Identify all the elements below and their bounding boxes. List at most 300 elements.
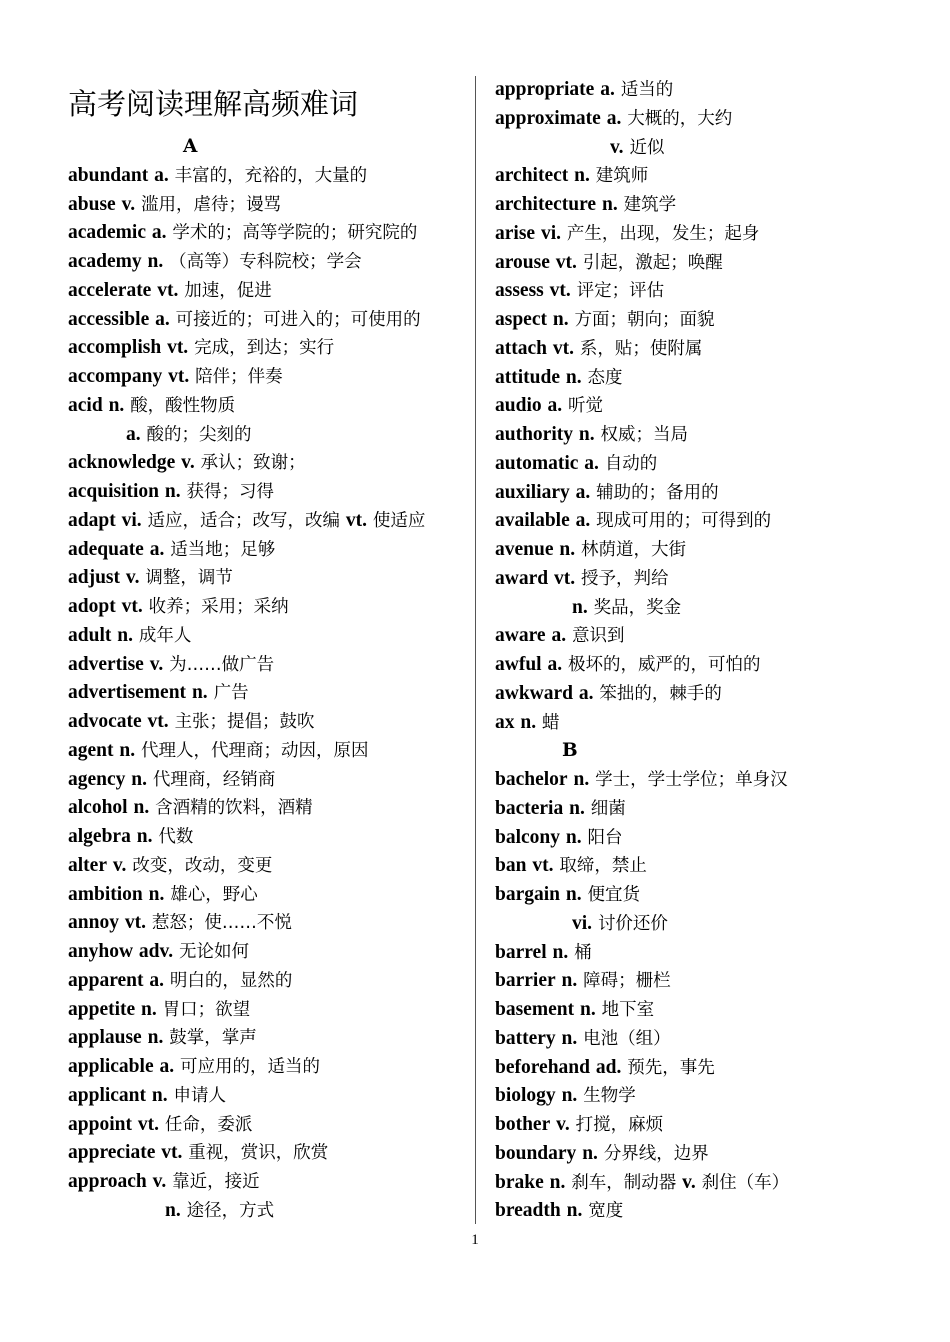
vocab-entry <box>68 191 468 220</box>
part-of-speech: vt. <box>549 280 571 302</box>
vocab-entry <box>68 1053 468 1082</box>
headword: agency <box>68 768 126 790</box>
part-of-speech: v. <box>152 1171 167 1192</box>
vocab-entry <box>68 1111 468 1140</box>
headword: architecture <box>495 194 597 215</box>
definition: 适应，适合；改写，改编 <box>147 510 341 531</box>
vocab-entry <box>495 76 935 105</box>
definition: 宽度 <box>588 1201 624 1222</box>
part-of-speech: n. <box>136 826 153 847</box>
definition: 蜡 <box>542 712 560 733</box>
part-of-speech: n. <box>582 1142 598 1164</box>
headword: appetite <box>68 998 136 1020</box>
definition: 电池（组） <box>583 1028 671 1049</box>
part-of-speech: n. <box>147 251 164 272</box>
vocab-entry <box>495 939 935 968</box>
vocab-entry <box>495 392 935 421</box>
part-of-speech: vt. <box>147 711 169 732</box>
definition: 近似 <box>629 137 665 158</box>
definition: 重视，赏识，欣赏 <box>188 1143 329 1164</box>
part-of-speech: vt. <box>553 567 576 589</box>
part-of-speech: v. <box>682 1171 696 1193</box>
headword: adopt <box>68 596 116 617</box>
part-of-speech: n. <box>561 1027 578 1049</box>
part-of-speech: n. <box>579 999 596 1020</box>
vocab-entry <box>495 766 935 795</box>
part-of-speech: a. <box>606 107 622 129</box>
definition: 阳台 <box>587 827 623 848</box>
headword: accompany <box>68 366 163 387</box>
part-of-speech: a. <box>547 654 563 675</box>
vocab-entry <box>68 823 468 852</box>
part-of-speech: n. <box>151 1084 168 1106</box>
vocab-entry <box>495 191 935 220</box>
column-divider <box>475 76 476 1224</box>
part-of-speech: n. <box>117 624 133 646</box>
definition: 权威；当局 <box>600 425 689 445</box>
part-of-speech: n. <box>573 769 590 790</box>
definition: 林荫道，大街 <box>581 540 687 560</box>
headword: apparent <box>68 969 144 991</box>
definition: 滥用，虐待；谩骂 <box>141 194 282 215</box>
vocab-entry <box>68 1024 468 1053</box>
part-of-speech: vt. <box>167 337 189 359</box>
definition: 改变，改动，变更 <box>132 855 273 876</box>
vocab-entry <box>68 363 468 392</box>
vocab-entry <box>68 593 468 622</box>
definition: 加速，促进 <box>184 280 272 301</box>
definition: 方面；朝向；面貌 <box>574 310 715 330</box>
part-of-speech: ad. <box>595 1056 622 1078</box>
headword: acquisition <box>68 481 160 502</box>
part-of-speech: n. <box>148 883 165 905</box>
vocab-entry <box>68 967 468 996</box>
vocab-entry <box>68 277 468 306</box>
definition: 承认；致谢； <box>200 453 306 474</box>
headword: balcony <box>495 826 561 848</box>
part-of-speech: n. <box>164 481 181 502</box>
vocab-entry <box>495 220 935 249</box>
definition: 评定；评估 <box>576 281 665 302</box>
part-of-speech: adv. <box>138 941 174 962</box>
definition: 使适应 <box>372 510 426 531</box>
definition: 笨拙的，棘手的 <box>599 683 722 704</box>
definition: 取缔，禁止 <box>559 856 647 877</box>
vocab-entry <box>68 1168 468 1197</box>
definition: 陪伴；伴奏 <box>195 367 283 387</box>
part-of-speech: v. <box>181 452 195 474</box>
vocab-entry <box>68 679 468 708</box>
headword: academy <box>68 251 142 272</box>
definition: 广告 <box>213 683 249 704</box>
part-of-speech: n. <box>147 1027 164 1049</box>
definition: 丰富的，充裕的，大量的 <box>174 165 368 186</box>
headword: adult <box>68 624 112 646</box>
left-column <box>68 76 468 1226</box>
vocab-entry <box>495 967 935 996</box>
vocab-entry <box>495 824 935 853</box>
vocab-entry <box>68 1139 468 1168</box>
part-of-speech: vt. <box>137 1113 159 1135</box>
part-of-speech: n. <box>133 797 150 819</box>
part-of-speech: vt. <box>552 337 575 359</box>
part-of-speech: a. <box>159 1056 175 1077</box>
headword: automatic <box>495 452 579 474</box>
page-number: 1 <box>471 1232 479 1248</box>
right-column <box>495 76 935 1226</box>
part-of-speech: a. <box>551 625 567 647</box>
headword: battery <box>495 1027 556 1049</box>
definition: 调整，调节 <box>145 568 233 589</box>
vocab-entry <box>495 565 935 594</box>
definition: 靠近，接近 <box>172 1172 260 1192</box>
definition: 生物学 <box>583 1086 636 1107</box>
vocab-entry <box>495 536 935 565</box>
section-heading: A <box>183 136 198 157</box>
part-of-speech: n. <box>601 194 618 215</box>
part-of-speech: a. <box>126 423 141 445</box>
headword: ax <box>495 711 515 733</box>
part-of-speech: a. <box>575 481 591 503</box>
headword: applicable <box>68 1056 154 1077</box>
definition: 主张；提倡；鼓吹 <box>174 712 315 732</box>
headword: ban <box>495 855 527 877</box>
part-of-speech: n. <box>552 941 569 963</box>
definition: 刹车，制动器 <box>571 1172 677 1193</box>
vocab-entry <box>495 134 935 163</box>
vocab-entry <box>495 709 935 738</box>
part-of-speech: n. <box>565 826 582 848</box>
vocab-entry <box>68 852 468 881</box>
vocab-entry <box>495 680 935 709</box>
vocab-entry <box>68 622 468 651</box>
definition: 代理人，代理商；动因，原因 <box>141 740 369 761</box>
part-of-speech: vt. <box>157 279 179 301</box>
vocab-entry <box>68 909 468 938</box>
definition: 极坏的，威严的，可怕的 <box>568 655 761 675</box>
part-of-speech: vt. <box>532 855 554 877</box>
part-of-speech: vt. <box>124 912 146 934</box>
definition: 学士，学士学位；单身汉 <box>595 770 788 790</box>
part-of-speech: a. <box>149 969 165 991</box>
headword: arouse <box>495 251 550 273</box>
vocab-entry <box>68 564 468 593</box>
headword: accomplish <box>68 337 162 359</box>
definition: 意识到 <box>571 626 625 647</box>
vocab-entry <box>68 794 468 823</box>
definition: 桶 <box>574 942 592 963</box>
definition: 明白的，显然的 <box>169 970 293 991</box>
vocab-entry <box>495 1054 935 1083</box>
part-of-speech: n. <box>108 394 125 416</box>
vocab-entry <box>495 1111 935 1140</box>
definition: 态度 <box>587 367 623 388</box>
part-of-speech: a. <box>151 222 167 244</box>
definition: 奖品，奖金 <box>593 597 682 618</box>
part-of-speech: v. <box>125 567 140 589</box>
part-of-speech: v. <box>556 1114 570 1135</box>
part-of-speech: n. <box>119 739 136 761</box>
vocab-entry <box>495 852 935 881</box>
definition: 含酒精的饮料，酒精 <box>155 798 313 819</box>
vocab-entry <box>68 1197 468 1226</box>
part-of-speech: a. <box>584 452 599 474</box>
part-of-speech: a. <box>155 308 170 330</box>
definition: 鼓掌，掌声 <box>169 1028 257 1049</box>
vocab-entry <box>68 881 468 910</box>
vocab-entry <box>495 795 935 824</box>
definition: 产生，出现，发生；起身 <box>566 223 760 244</box>
vocab-entry <box>495 364 935 393</box>
definition: 途径，方式 <box>186 1200 275 1221</box>
vocab-entry <box>495 594 935 623</box>
headword: accelerate <box>68 279 152 301</box>
part-of-speech: n. <box>566 1200 583 1222</box>
vocab-entry <box>495 1082 935 1111</box>
definition: 无论如何 <box>178 942 249 962</box>
definition: 地下室 <box>601 1000 655 1020</box>
vocab-entry <box>495 507 935 536</box>
definition: 为……做广告 <box>169 654 275 675</box>
vocab-entry <box>495 450 935 479</box>
right-entry-list <box>495 76 935 1226</box>
definition: 细菌 <box>590 798 626 819</box>
part-of-speech: v. <box>149 653 164 675</box>
vocab-entry <box>68 536 468 565</box>
headword: adjust <box>68 567 121 589</box>
vocab-entry <box>495 105 935 134</box>
headword: avenue <box>495 539 554 560</box>
definition: 辅助的；备用的 <box>596 482 719 503</box>
part-of-speech: n. <box>578 424 595 445</box>
headword: biology <box>495 1085 556 1107</box>
vocab-entry <box>495 1169 935 1198</box>
definition: 获得；习得 <box>186 482 275 502</box>
headword: adequate <box>68 538 144 560</box>
definition: 障碍；栅栏 <box>583 971 671 992</box>
left-entry-list <box>68 133 468 1226</box>
headword: awkward <box>495 682 574 704</box>
definition: 预先，事先 <box>627 1057 715 1078</box>
part-of-speech: vt. <box>121 596 143 617</box>
headword: alcohol <box>68 797 128 819</box>
vocab-entry <box>495 996 935 1025</box>
definition: 引起，激起；唤醒 <box>582 252 723 273</box>
headword: acknowledge <box>68 452 176 474</box>
vocab-entry <box>68 478 468 507</box>
headword: aspect <box>495 309 547 330</box>
definition: 大概的，大约 <box>627 108 733 129</box>
part-of-speech: vi. <box>121 509 142 531</box>
part-of-speech: n. <box>549 1171 566 1193</box>
vocab-entry <box>495 162 935 191</box>
part-of-speech: vt. <box>168 366 190 387</box>
vocab-entry <box>68 1082 468 1111</box>
definition: 惹怒；使……不悦 <box>151 913 292 934</box>
headword: appoint <box>68 1113 132 1135</box>
headword: brake <box>495 1171 544 1193</box>
definition: 系，贴；使附属 <box>579 338 703 359</box>
headword: abundant <box>68 164 149 186</box>
headword: alter <box>68 854 107 876</box>
definition: 雄心，野心 <box>170 884 258 905</box>
part-of-speech: a. <box>578 682 594 704</box>
vocab-entry <box>68 766 468 795</box>
vocab-entry <box>68 651 468 680</box>
part-of-speech: n. <box>191 682 208 704</box>
definition: 酸，酸性物质 <box>130 395 236 416</box>
definition: 讨价还价 <box>597 913 668 934</box>
page-title: 高考阅读理解高频难词 <box>68 87 359 121</box>
headword: breadth <box>495 1200 561 1222</box>
vocab-entry <box>68 248 468 277</box>
part-of-speech: n. <box>520 711 537 733</box>
headword: anyhow <box>68 941 134 962</box>
vocab-entry <box>68 421 468 450</box>
part-of-speech: v. <box>121 193 136 215</box>
part-of-speech: a. <box>547 395 563 417</box>
headword: attitude <box>495 366 560 388</box>
part-of-speech: n. <box>131 768 148 790</box>
definition: 可应用的，适当的 <box>180 1057 321 1077</box>
definition: 刹住（车） <box>701 1172 790 1193</box>
headword: advertise <box>68 653 144 675</box>
definition: 现成可用的；可得到的 <box>596 511 772 532</box>
part-of-speech: n. <box>559 539 576 560</box>
definition: 自动的 <box>604 453 658 474</box>
headword: basement <box>495 999 575 1020</box>
vocab-entry <box>495 277 935 306</box>
headword: barrier <box>495 970 556 992</box>
part-of-speech: vt. <box>345 509 368 531</box>
part-of-speech: v. <box>610 136 624 158</box>
headword: bacteria <box>495 797 564 819</box>
definition: 听觉 <box>568 396 604 417</box>
headword: agent <box>68 739 114 761</box>
vocab-entry <box>495 1197 935 1226</box>
vocab-entry <box>68 996 468 1025</box>
definition: 建筑师 <box>595 166 649 187</box>
definition: 酸的；尖刻的 <box>146 424 252 445</box>
definition: 便宜货 <box>587 885 641 905</box>
vocab-entry <box>68 392 468 421</box>
headword: accessible <box>68 308 150 330</box>
headword: approach <box>68 1171 147 1192</box>
headword: applicant <box>68 1084 147 1106</box>
part-of-speech: n. <box>141 998 157 1020</box>
section-heading: B <box>562 740 578 762</box>
headword: algebra <box>68 826 131 847</box>
definition: 代理商，经销商 <box>152 769 276 790</box>
vocab-entry <box>495 249 935 278</box>
part-of-speech: n. <box>565 366 582 388</box>
part-of-speech: vi. <box>572 912 593 934</box>
definition: 适当地；足够 <box>170 539 276 560</box>
vocab-entry <box>68 449 468 478</box>
definition: 适当的 <box>620 80 674 100</box>
vocab-entry <box>68 938 468 967</box>
headword: abuse <box>68 193 116 215</box>
headword: appropriate <box>495 79 595 100</box>
part-of-speech: n. <box>572 596 588 618</box>
vocab-entry <box>495 881 935 910</box>
headword: awful <box>495 654 542 675</box>
headword: boundary <box>495 1142 577 1164</box>
headword: bargain <box>495 884 561 905</box>
part-of-speech: n. <box>569 797 585 819</box>
definition: 打搅，麻烦 <box>575 1115 664 1135</box>
part-of-speech: n. <box>552 309 569 330</box>
headword: attach <box>495 337 547 359</box>
headword: auxiliary <box>495 481 570 503</box>
part-of-speech: n. <box>565 884 582 905</box>
headword: authority <box>495 424 573 445</box>
part-of-speech: a. <box>575 510 591 532</box>
definition: 收养；采用；采纳 <box>148 597 289 617</box>
part-of-speech: n. <box>561 970 578 992</box>
definition: 成年人 <box>138 625 192 646</box>
headword: aware <box>495 625 546 647</box>
definition: 建筑学 <box>623 195 677 215</box>
vocab-entry <box>68 507 468 536</box>
vocab-entry <box>68 737 468 766</box>
part-of-speech: n. <box>574 165 590 187</box>
part-of-speech: a. <box>154 164 169 186</box>
vocab-entry <box>495 622 935 651</box>
definition: 授予，判给 <box>581 568 669 589</box>
headword: approximate <box>495 107 601 129</box>
headword: ambition <box>68 883 143 905</box>
definition: 完成，到达；实行 <box>194 338 335 359</box>
headword: bachelor <box>495 769 568 790</box>
headword: advocate <box>68 711 142 732</box>
headword: audio <box>495 395 542 417</box>
part-of-speech: v. <box>112 854 127 876</box>
vocab-entry <box>495 306 935 335</box>
headword: available <box>495 510 570 532</box>
part-of-speech: vi. <box>540 222 562 244</box>
headword: award <box>495 567 549 589</box>
part-of-speech: n. <box>165 1199 181 1221</box>
part-of-speech: a. <box>149 538 165 560</box>
headword: bother <box>495 1114 551 1135</box>
part-of-speech: n. <box>561 1085 578 1107</box>
vocab-entry <box>495 1025 935 1054</box>
headword: advertisement <box>68 682 187 704</box>
definition: 学术的；高等学院的；研究院的 <box>172 223 418 244</box>
definition: 任命，委派 <box>164 1114 253 1135</box>
vocab-entry <box>495 421 935 450</box>
vocab-entry <box>495 479 935 508</box>
vocab-entry <box>495 1140 935 1169</box>
definition: 可接近的；可进入的；可使用的 <box>175 309 421 330</box>
headword: adapt <box>68 509 116 531</box>
vocab-entry <box>68 219 468 248</box>
vocab-entry <box>495 335 935 364</box>
headword: architect <box>495 165 569 187</box>
vocab-entry <box>68 708 468 737</box>
part-of-speech: vt. <box>555 251 577 273</box>
definition: 代数 <box>158 827 194 847</box>
headword: assess <box>495 280 544 302</box>
headword: beforehand <box>495 1056 590 1078</box>
vocab-entry <box>68 162 468 191</box>
vocab-entry <box>68 306 468 335</box>
headword: acid <box>68 394 103 416</box>
headword: academic <box>68 222 146 244</box>
definition: 胃口；欲望 <box>162 999 251 1020</box>
headword: arise <box>495 222 536 244</box>
